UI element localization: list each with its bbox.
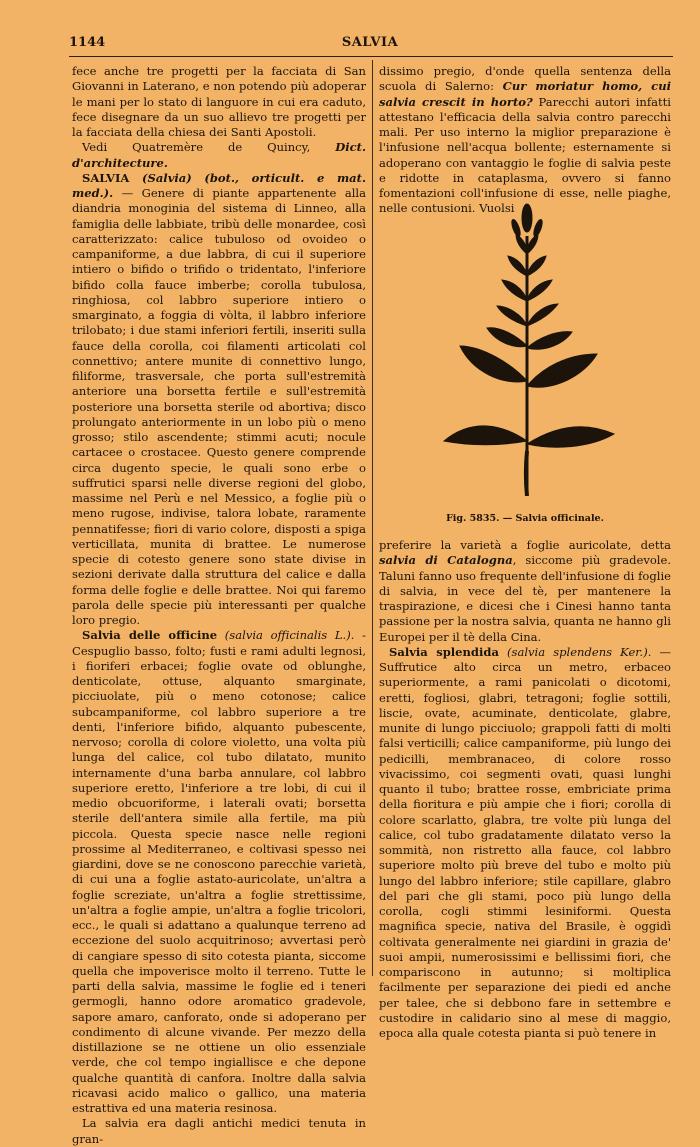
paragraph-salvia-genus: SALVIA (Salvia) (bot., orticult. e mat. med.). — Genere di piante appartenente alla diandria monoginia del sistema di Linneo, alla famiglia delle labbiate, tribù delle monardee, così caratterizzato: calice tubuloso od ovoideo o campaniforme, a due labbra, di cui il superiore intiero o bifido o trifido o tridentato, l'inferiore bifido colla fauce imberbe; corolla tubulosa, ringhiosa, col labbro superiore intiero o smarginato, a foggia di vòlta, il labbro inferiore trilobato; i due stami inferiori fertili, inseriti sulla fauce della corolla, coi filamenti articolati col connettivo; antere munite di connettivo lungo, filiforme, trasversale, che porta sull'estremità anteriore una borsetta fertile e sull'estremità posteriore una borsetta sterile od abortiva; disco prolungato anteriormente in un lobo più o meno grosso; stilo ascendente; stimmi acuti; nocule cartacee o crostacee. Questo genere comprende circa dugento specie, le quali sono erbe o suffrutici sparsi nelle diverse regioni del globo, massime nel Perù e nel Messico, a foglie più o meno rugose, indivise, talora lobate, raramente pennatifesse; fiori di vario colore, disposti a spiga verticillata, munita di brattee. Le numerose specie di cotesto genere sono state divise in sezioni derivate dalla struttura del calice e dalla forma delle foglie e delle brattee. Noi qui faremo parola delle specie più interessanti per qualche loro pregio. bbox=[72, 170, 366, 627]
entry-subheading: Salvia delle officine bbox=[82, 628, 218, 643]
right-column-bottom bbox=[379, 538, 671, 1041]
header-rule bbox=[69, 56, 673, 57]
paragraph-salvia-splendens: Salvia splendida (salvia splendens Ker.). — Suffrutice alto circa un metro, erbaceo superiormente, a rami panicolati o dicotomi, eretti, fogliosi, glabri, tetragoni; foglie sottili, liscie, ovate, acuminate, denticolate, glabre, munite di lungo picciuolo; grappoli fatti di molti falsi verticilli; calice campaniforme, più lungo dei pedicilli, membranaceo, di colore rosso vivacissimo, coi segmenti ovati, quasi lunghi quanto il tubo; brattee rosse, embriciate prima della fioritura e più ampie che i fiori; corolla di colore scarlatto, glabra, tre volte più lunga del calice, col tubo gradatamente dilatato verso la sommità, non ristretto alla fauce, col labbro superiore molto più breve del tubo e molto più lungo del labbro inferiore; stile capillare, glabro del pari che gli stami, poco più lungo della corolla, cogli stimmi lesiniformi. Questa magnifica specie, nativa del Brasile, è oggidì coltivata generalmente nei giardini in grazia de' suoi ampii, numerosissimi e bellissimi fiori, che compariscono in autunno; si moltiplica facilmente per separazione dei piedi ed anche per talee, che si debbono fare in settembre e custodire in calidario sino al mese di maggio, epoca alla quale cotesta pianta si può tenere in bbox=[379, 644, 672, 1040]
sage-plant-icon bbox=[432, 196, 622, 496]
right-column-top bbox=[379, 64, 671, 217]
running-title: SALVIA bbox=[341, 35, 399, 50]
variety-name: salvia di Catalogna bbox=[379, 553, 513, 568]
page-header bbox=[69, 35, 671, 55]
paragraph-salvia-officinalis: Salvia delle officine (salvia officinalis L.). - Cespuglio basso, folto; fusti e rami adulti legnosi, i fioriferi erbacei; foglie ovate od oblunghe, denticolate, ottuse, alquanto smarginate, picciuolate, più o meno cotonose; calice subcampaniforme, col labbro superiore a tre denti, l'inferiore bifido, alquanto pubescente, nervoso; corolla di colore violetto, una volta più lunga del calice, col tubo dilatato, munito internamente d'una barba annulare, col labbro superiore eretto, l'inferiore a tre lobi, di cui il medio obcuoriforme, i laterali ovati; borsetta sterile dell'antera simile alla fertile, ma più piccola. Questa specie nasce nelle regioni prossime al Mediterraneo, e coltivasi spesso nei giardini, dove se ne conoscono parecchie varietà, di cui una a foglie astato-auricolate, un'altra a foglie screziate, un'altra a foglie strettissime, un'altra a foglie ampie, un'altra a foglie tricolori, ecc., le quali si adattano a qualunque terreno ad eccezione del suolo acquitrinoso; avvertasi però di cangiare spesso di sito cotesta pianta, siccome quella che impoverisce molto il terreno. Tutte le parti della salvia, massime le foglie ed i teneri germogli, hanno odore aromatico gradevole, sapore amaro, canforato, onde si adoperano per condimento di alcune vivande. Per mezzo della distillazione se ne ottiene un olio essenziale verde, che col tempo ingiallisce e che depone qualche quantità di canfora. Inoltre dalla salvia ricavasi acido malico o gallico, una materia estrattiva ed una materia resinosa. bbox=[72, 628, 367, 1115]
salvia-illustration bbox=[432, 196, 622, 496]
column-divider bbox=[372, 60, 373, 976]
paragraph-varieties: preferire la varietà a foglie auricolate, detta salvia di Catalogna, siccome più gradevole. Taluni fanno uso frequente dell'infusione di foglie di salvia, in vece del tè, per mantenere la traspirazione, e dicesi che i Cinesi hanno tanta passione per la nostra salvia, quanta ne hanno gli Europei per il tè della Cina. bbox=[379, 538, 671, 644]
entry-headword: SALVIA bbox=[82, 170, 130, 185]
page-number: 1144 bbox=[69, 35, 106, 50]
entry-subheading: Salvia splendida bbox=[389, 644, 499, 659]
figure-caption: Fig. 5835. — Salvia officinale. bbox=[446, 513, 604, 524]
paragraph-history: La salvia era dagli antichi medici tenuta in gran- bbox=[72, 1116, 366, 1146]
paragraph-continuation-right: dissimo pregio, d'onde quella sentenza della scuola di Salerno: Cur moriatur homo, cui salvia crescit in horto? Parecchi autori infatti attestano l'efficacia della salvia contro parecchi mali. Per uso interno la miglior preparazione è l'infusione nell'acqua bollente; esternamente si adoperano con vantaggio le foglie di salvia peste e ridotte in cataplasma, ovvero si fanno fomentazioni coll'infusione di esse, nelle piaghe, nelle contusioni. Vuolsi bbox=[379, 64, 671, 216]
left-column bbox=[72, 64, 366, 1147]
paragraph-reference: Vedi Quatremère de Quincy, Dict. d'architecture. bbox=[72, 140, 366, 170]
paragraph-continuation: fece anche tre progetti per la facciata di San Giovanni in Laterano, e non potendo più adoperar le mani per lo stato di languore in cui era caduto, fece disegnare da un suo allievo tre progetti per la facciata della chiesa dei Santi Apostoli. bbox=[72, 64, 366, 139]
salerno-quote: Cur moriatur homo, cui salvia crescit in horto? bbox=[379, 79, 671, 109]
